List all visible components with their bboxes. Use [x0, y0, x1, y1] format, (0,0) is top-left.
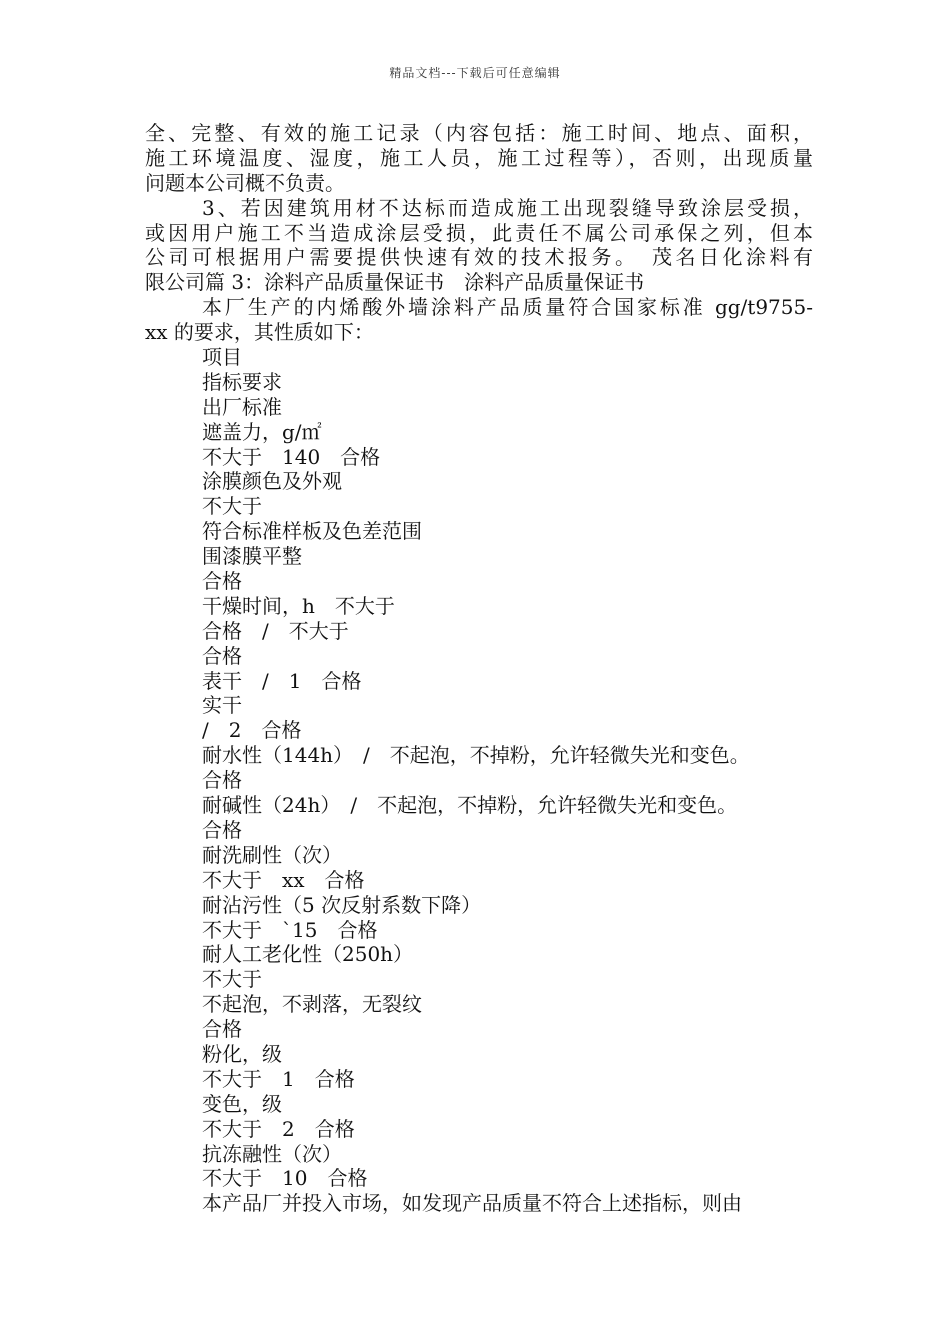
- text-line: 抗冻融性（次）: [202, 1141, 342, 1166]
- text-line: 问题本公司概不负责。: [145, 170, 345, 195]
- text-line: 耐水性（144h） / 不起泡，不掉粉，允许轻微失光和变色。: [202, 743, 750, 768]
- text-line: 本厂生产的内烯酸外墙涂料产品质量符合国家标准 gg/t9755-: [202, 295, 813, 320]
- text-line: 不大于 140 合格: [202, 444, 381, 469]
- text-line: 不大于 `15 合格: [202, 917, 378, 942]
- text-line: 合格: [202, 817, 242, 842]
- text-line: 合格: [202, 768, 242, 793]
- text-line: 围漆膜平整: [202, 544, 302, 569]
- text-line: 耐沾污性（5 次反射系数下降）: [202, 892, 482, 917]
- text-line: 限公司篇 3：涂料产品质量保证书 涂料产品质量保证书: [145, 270, 645, 295]
- text-line: 表干 / 1 合格: [202, 668, 362, 693]
- text-line: 耐碱性（24h） / 不起泡，不掉粉，允许轻微失光和变色。: [202, 793, 738, 818]
- text-line: 符合标准样板及色差范围: [202, 519, 422, 544]
- text-line: 干燥时间，h 不大于: [202, 593, 395, 618]
- text-line: xx 的要求，其性质如下：: [145, 320, 374, 345]
- text-line: 耐人工老化性（250h）: [202, 942, 414, 967]
- text-line: 实干: [202, 693, 242, 718]
- text-line: 变色，级: [202, 1091, 282, 1116]
- text-line: 施工环境温度、湿度，施工人员，施工过程等），否则，出现质量: [145, 145, 813, 170]
- text-line: 合格 / 不大于: [202, 618, 349, 643]
- page-header: 精品文档---下载后可任意编辑: [389, 66, 561, 80]
- text-line: 不起泡，不剥落，无裂纹: [202, 992, 422, 1017]
- text-line: 出厂标准: [202, 394, 282, 419]
- document-body: [145, 121, 813, 1216]
- text-line: 涂膜颜色及外观: [202, 469, 342, 494]
- text-line: 不大于 10 合格: [202, 1166, 368, 1191]
- text-line: 不大于 xx 合格: [202, 867, 365, 892]
- text-line: 指标要求: [202, 369, 282, 394]
- text-line: 项目: [202, 345, 242, 370]
- text-line: 不大于: [202, 967, 262, 992]
- text-line: 合格: [202, 643, 242, 668]
- text-line: 不大于: [202, 494, 262, 519]
- text-line: 不大于 1 合格: [202, 1066, 355, 1091]
- text-line: 全、完整、有效的施工记录（内容包括：施工时间、地点、面积，: [145, 121, 813, 145]
- text-line: / 2 合格: [202, 718, 302, 743]
- text-line: 合格: [202, 569, 242, 594]
- text-line: 合格: [202, 1017, 242, 1042]
- text-line: 或因用户施工不当造成涂层受损，此责任不属公司承保之列，但本: [145, 220, 813, 245]
- text-line: 不大于 2 合格: [202, 1116, 355, 1141]
- text-line: 耐洗刷性（次）: [202, 842, 342, 867]
- text-line: 遮盖力，g/㎡: [202, 419, 322, 444]
- text-line: 3、若因建筑用材不达标而造成施工出现裂缝导致涂层受损，: [202, 195, 813, 220]
- text-line: 本产品厂并投入市场，如发现产品质量不符合上述指标，则由: [202, 1191, 742, 1216]
- text-line: 公司可根据用户需要提供快速有效的技术报务。 茂名日化涂料有: [145, 245, 813, 270]
- text-line: 粉化，级: [202, 1041, 282, 1066]
